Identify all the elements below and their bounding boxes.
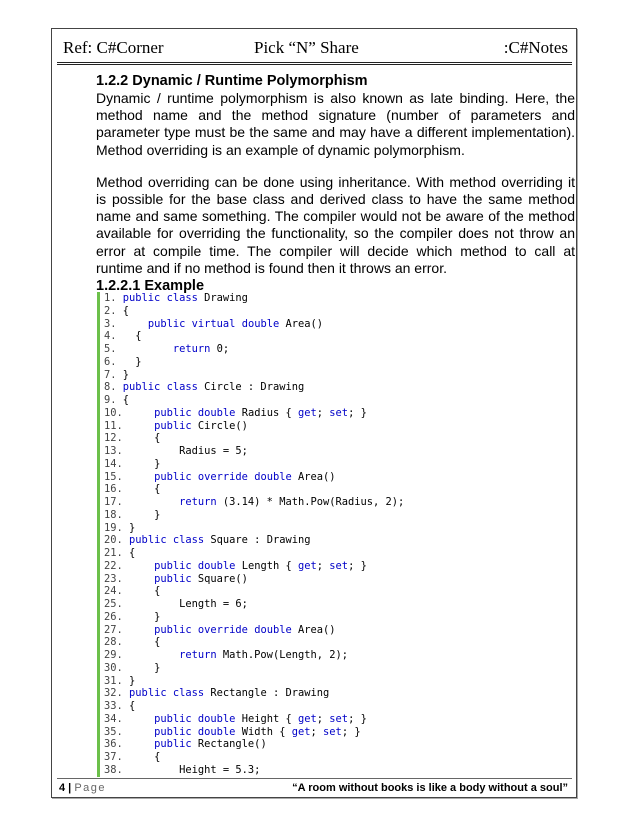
code-line (104, 700, 524, 713)
header-left-text: Ref: C#Corner (63, 38, 164, 57)
line-number: 4. (104, 330, 117, 343)
code-text: public override double Area() (154, 623, 336, 636)
header-center-text: Pick “N” Share (254, 38, 359, 57)
line-number: 35. (104, 725, 123, 738)
code-text: public virtual double Area() (147, 317, 324, 330)
code-text: { (122, 304, 130, 317)
code-line (104, 445, 524, 458)
line-number: 15. (104, 470, 123, 483)
code-text: } (122, 355, 142, 368)
code-line (104, 420, 524, 433)
line-number: 19. (104, 521, 123, 534)
line-number: 10. (104, 406, 123, 419)
code-line (104, 292, 524, 305)
line-number: 9. (104, 394, 117, 406)
code-line (104, 713, 524, 726)
line-number: 23. (104, 572, 123, 585)
line-number: 30. (104, 661, 123, 674)
code-text: } (129, 674, 136, 687)
line-number: 31. (104, 674, 123, 687)
code-line (104, 471, 524, 484)
code-line (104, 726, 524, 739)
code-text: } (129, 521, 136, 534)
code-line (104, 675, 524, 688)
code-line (104, 381, 524, 394)
footer-page-number: 4 (59, 782, 66, 794)
code-text: } (129, 457, 161, 470)
code-text: return 0; (172, 343, 230, 355)
code-text: { (129, 636, 161, 649)
footer-page-info (59, 782, 106, 794)
line-number: 2. (104, 304, 117, 317)
paragraph-1: Dynamic / runtime polymorphism is also known as late binding. Here, the method name and the method signature (number of parameters and parameter type must be the same and may have a different implementation). Method overriding is an example of dynamic polymorphism. (96, 90, 575, 158)
code-text: return Math.Pow(Length, 2); (179, 649, 349, 661)
section-title: 1.2.2 Dynamic / Runtime Polymorphism (96, 73, 368, 89)
subsection-title: 1.2.2.1 Example (96, 278, 205, 295)
line-number: 37. (104, 751, 123, 763)
line-number: 21. (104, 547, 123, 559)
code-text: { (122, 394, 130, 406)
code-text: Height = 5.3; (129, 763, 261, 776)
code-text: public class Drawing (122, 292, 248, 304)
line-number: 18. (104, 508, 123, 521)
code-text: { (129, 585, 161, 598)
line-number: 12. (104, 432, 123, 445)
code-line (104, 318, 524, 331)
line-number: 36. (104, 738, 123, 751)
code-line (104, 547, 524, 560)
line-number: 22. (104, 559, 123, 572)
code-text: { (129, 483, 161, 496)
code-text: public Circle() (154, 419, 248, 432)
code-line (104, 687, 524, 700)
code-text: Length = 6; (129, 598, 248, 610)
line-number: 13. (104, 445, 123, 457)
footer-quote: “A room without books is like a body without a soul” (292, 782, 568, 794)
line-number: 1. (104, 292, 117, 304)
code-text: { (122, 330, 142, 343)
code-line (104, 305, 524, 318)
code-line (104, 496, 524, 509)
code-line (104, 432, 524, 445)
code-text: public class Rectangle : Drawing (129, 687, 330, 700)
code-line (104, 764, 524, 777)
line-number: 25. (104, 598, 123, 610)
code-line (104, 738, 524, 751)
line-number: 5. (104, 343, 117, 355)
code-line (104, 522, 524, 535)
line-number: 28. (104, 636, 123, 649)
code-text: } (129, 610, 161, 623)
line-number: 27. (104, 623, 123, 636)
line-number: 11. (104, 419, 123, 432)
code-text: { (129, 547, 136, 559)
line-number: 33. (104, 700, 123, 712)
code-text: { (129, 700, 136, 712)
code-line (104, 662, 524, 675)
code-line (104, 330, 524, 343)
code-text: return (3.14) * Math.Pow(Radius, 2); (179, 496, 405, 508)
paragraph-2: Method overriding can be done using inheritance. With method overriding it is possible for the base class and derived class to have the same method name and same something. The compiler would not be aware of the method available for overriding the functionality, so the compiler does not throw an error at compile time. The compiler will decide which method to call at runtime and if no method is found then it throws an error. (96, 173, 575, 276)
code-text: public double Radius { get; set; } (154, 406, 367, 419)
code-line (104, 356, 524, 369)
code-line (104, 573, 524, 586)
line-number: 29. (104, 649, 123, 661)
code-line (104, 534, 524, 547)
code-line (104, 624, 524, 637)
code-text: public class Circle : Drawing (122, 381, 305, 394)
code-text: public double Width { get; set; } (154, 725, 361, 738)
code-line (104, 394, 524, 407)
line-number: 32. (104, 687, 123, 700)
code-line (104, 509, 524, 522)
footer-page-label: Page (74, 782, 107, 794)
code-text: Radius = 5; (129, 445, 248, 457)
line-number: 26. (104, 610, 123, 623)
code-text: public double Length { get; set; } (154, 559, 367, 572)
code-text: } (129, 661, 161, 674)
code-text: } (122, 368, 130, 381)
code-line (104, 343, 524, 356)
page-footer (57, 778, 572, 794)
main-content (96, 72, 576, 295)
code-text: { (129, 432, 161, 445)
line-number: 38. (104, 763, 123, 776)
code-text: public Rectangle() (154, 738, 267, 751)
line-number: 8. (104, 381, 117, 394)
line-number: 24. (104, 585, 123, 598)
code-line (104, 458, 524, 471)
line-number: 34. (104, 712, 123, 725)
line-number: 16. (104, 483, 123, 496)
code-line (104, 369, 524, 382)
code-line (104, 483, 524, 496)
code-line (104, 560, 524, 573)
code-text: } (129, 508, 161, 521)
code-text: public double Height { get; set; } (154, 712, 367, 725)
code-line (104, 598, 524, 611)
code-line (104, 611, 524, 624)
line-number: 20. (104, 534, 123, 547)
code-text: public override double Area() (154, 470, 336, 483)
code-line (104, 407, 524, 420)
code-line (104, 636, 524, 649)
page-header (57, 33, 572, 65)
line-number: 17. (104, 496, 123, 508)
header-right-text: :C#Notes (503, 38, 568, 57)
code-line (104, 585, 524, 598)
code-line (104, 751, 524, 764)
footer-separator: | (65, 782, 75, 794)
code-text: public Square() (154, 572, 248, 585)
line-number: 7. (104, 368, 117, 381)
code-line (104, 649, 524, 662)
line-number: 6. (104, 355, 117, 368)
line-number: 3. (104, 317, 117, 330)
code-listing (97, 292, 524, 777)
code-text: public class Square : Drawing (129, 534, 311, 547)
code-text: { (129, 751, 161, 763)
line-number: 14. (104, 457, 123, 470)
